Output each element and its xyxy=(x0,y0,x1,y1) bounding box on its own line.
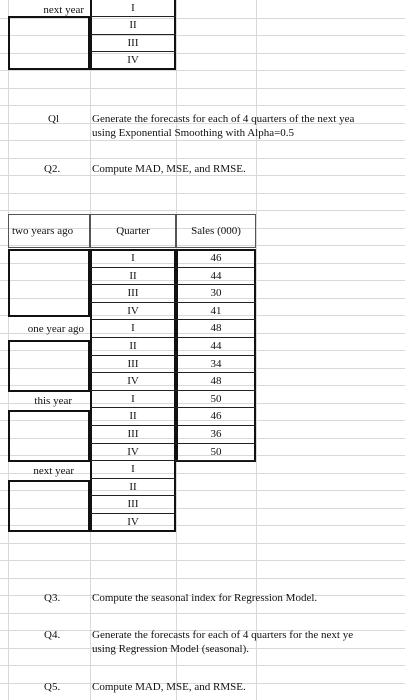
sales-cell[interactable]: 34 xyxy=(210,358,222,370)
quarter-cell[interactable]: III xyxy=(127,498,139,510)
grid-row-line xyxy=(0,88,405,89)
top-quarter-cell[interactable]: I xyxy=(131,2,135,14)
row-divider xyxy=(90,337,256,338)
quarter-cell[interactable]: IV xyxy=(127,305,139,317)
grid-row-line xyxy=(0,613,405,614)
period-label[interactable]: one year ago xyxy=(27,323,84,335)
top-quarter-cell[interactable]: IV xyxy=(127,54,139,66)
sales-cell[interactable]: 46 xyxy=(210,410,222,422)
period-box xyxy=(8,340,90,392)
sales-cell[interactable]: 36 xyxy=(210,428,222,440)
quarter-cell[interactable]: III xyxy=(127,287,139,299)
grid-row-line xyxy=(0,70,405,71)
row-divider xyxy=(90,478,176,479)
grid-row-line xyxy=(0,193,405,194)
period-box xyxy=(8,249,90,317)
grid-row-line xyxy=(0,105,405,106)
quarter-cell[interactable]: II xyxy=(129,340,137,352)
sales-cell[interactable]: 50 xyxy=(210,393,222,405)
question-id: Q2. xyxy=(44,163,61,175)
question-text[interactable]: Compute the seasonal index for Regression Model. xyxy=(92,592,318,604)
question-id: Q5. xyxy=(44,681,61,693)
row-divider xyxy=(90,355,256,356)
quarter-cell[interactable]: II xyxy=(129,270,137,282)
sales-cell[interactable]: 44 xyxy=(210,340,222,352)
row-divider xyxy=(90,302,256,303)
sales-cell[interactable]: 30 xyxy=(210,287,222,299)
period-box xyxy=(8,480,90,532)
question-text[interactable]: Generate the forecasts for each of 4 quarters of the next yea xyxy=(92,113,355,125)
row-divider xyxy=(90,267,256,268)
quarter-cell[interactable]: II xyxy=(129,410,137,422)
quarter-cell[interactable]: I xyxy=(131,252,135,264)
question-id: Q3. xyxy=(44,592,61,604)
quarter-cell[interactable]: I xyxy=(131,322,135,334)
row-divider xyxy=(90,319,256,320)
grid-row-line xyxy=(0,543,405,544)
question-id: Ql xyxy=(48,113,59,125)
row-divider xyxy=(90,284,256,285)
top-period-label[interactable]: next year xyxy=(43,4,84,16)
row-divider xyxy=(90,460,256,461)
question-text[interactable]: Compute MAD, MSE, and RMSE. xyxy=(92,163,246,175)
quarter-cell[interactable]: IV xyxy=(127,516,139,528)
sales-cell[interactable]: 50 xyxy=(210,446,222,458)
sales-cell[interactable]: 44 xyxy=(210,270,222,282)
quarter-cell[interactable]: I xyxy=(131,393,135,405)
header-quarter[interactable]: Quarter xyxy=(116,225,150,237)
question-text[interactable]: Compute MAD, MSE, and RMSE. xyxy=(92,681,246,693)
question-id: Q4. xyxy=(44,629,61,641)
grid-row-line xyxy=(0,560,405,561)
grid-row-line xyxy=(0,158,405,159)
sales-cell[interactable]: 48 xyxy=(210,375,222,387)
quarter-cell[interactable]: I xyxy=(131,463,135,475)
quarter-cell[interactable]: III xyxy=(127,428,139,440)
sales-cell[interactable]: 46 xyxy=(210,252,222,264)
top-period-box xyxy=(8,16,90,70)
row-divider xyxy=(90,425,256,426)
row-divider xyxy=(90,407,256,408)
quarter-cell[interactable]: III xyxy=(127,358,139,370)
question-text[interactable]: using Regression Model (seasonal). xyxy=(92,643,250,655)
header-sales[interactable]: Sales (000) xyxy=(191,225,241,237)
quarter-cell[interactable]: IV xyxy=(127,446,139,458)
period-label[interactable]: next year xyxy=(33,465,74,477)
top-quarter-cell[interactable]: II xyxy=(129,19,137,31)
question-text[interactable]: Generate the forecasts for each of 4 quarters for the next ye xyxy=(92,629,354,641)
grid-row-line xyxy=(0,578,405,579)
row-divider xyxy=(90,513,176,514)
row-divider xyxy=(90,390,256,391)
period-box xyxy=(8,410,90,462)
quarter-cell[interactable]: IV xyxy=(127,375,139,387)
top-quarter-cell[interactable]: III xyxy=(127,37,139,49)
grid-row-line xyxy=(0,140,405,141)
sales-cell[interactable]: 41 xyxy=(210,305,222,317)
quarter-cell[interactable]: II xyxy=(129,481,137,493)
grid-row-line xyxy=(0,210,405,211)
row-divider xyxy=(90,372,256,373)
row-divider xyxy=(90,443,256,444)
period-label[interactable]: this year xyxy=(34,395,72,407)
header-period[interactable]: two years ago xyxy=(12,225,74,237)
sales-cell[interactable]: 48 xyxy=(210,322,222,334)
row-divider xyxy=(90,495,176,496)
question-text[interactable]: using Exponential Smoothing with Alpha=0.5 xyxy=(92,127,295,139)
grid-row-line xyxy=(0,665,405,666)
